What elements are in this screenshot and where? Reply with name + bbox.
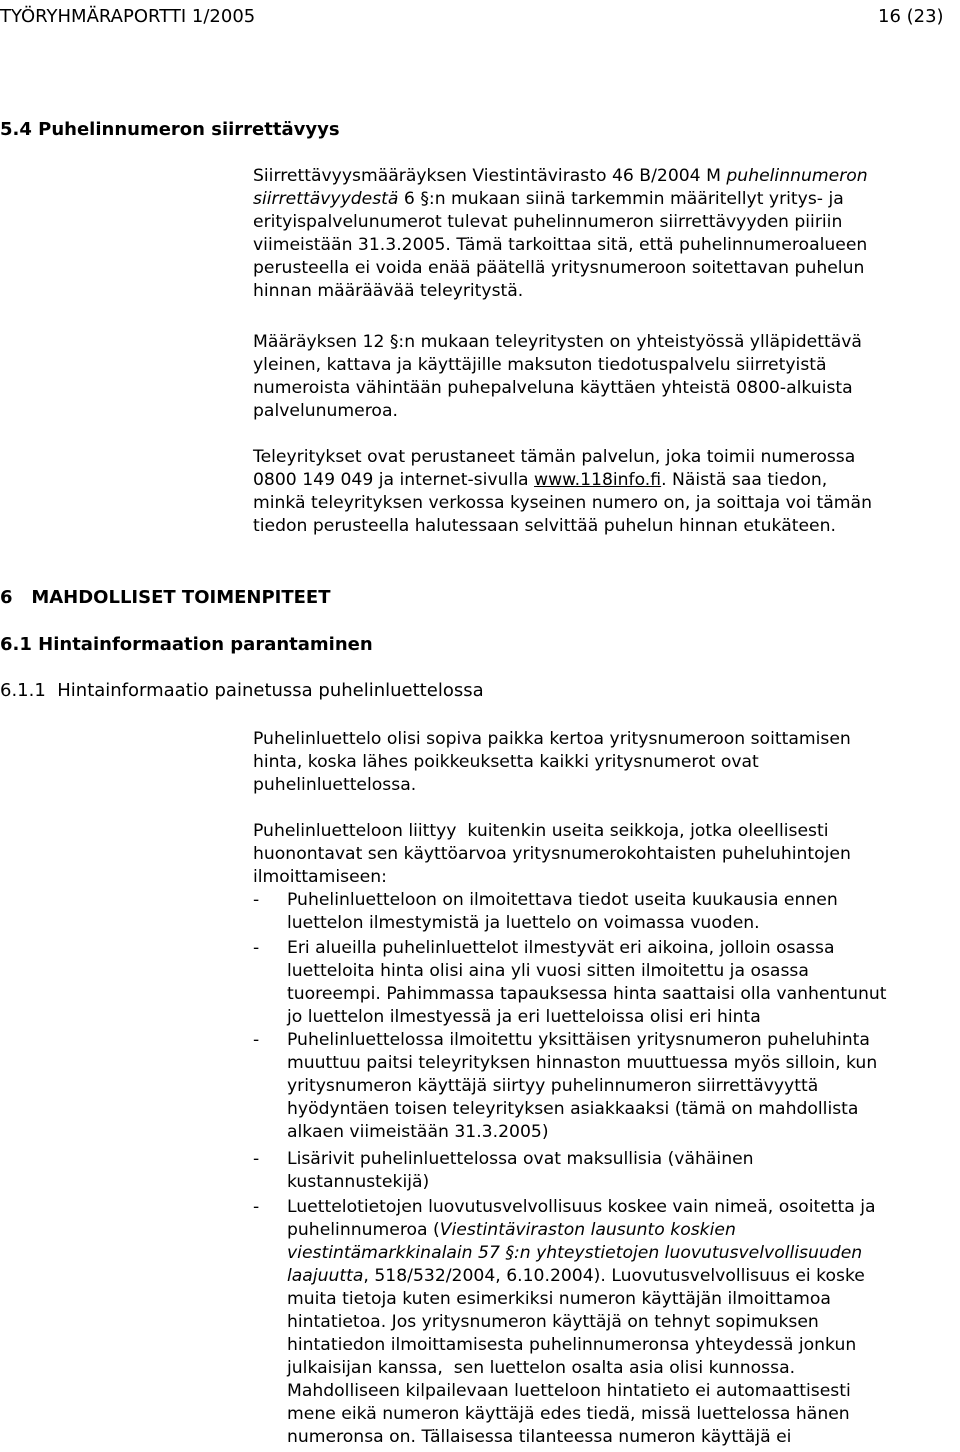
section-6-1-1-heading: 6.1.1 Hintainformaatio painetussa puhelinluettelossa <box>0 680 484 701</box>
list-dash: - <box>253 1197 260 1217</box>
text-line: hinnan määräävää teleyritystä. <box>253 281 524 301</box>
text-span: , 518/532/2004, 6.10.2004). Luovutusvelvollisuus ei koske <box>363 1266 865 1286</box>
text-line: puhelinluettelossa. <box>253 775 417 795</box>
page-number: 16 (23) <box>878 6 944 27</box>
list-item-line <box>287 1265 865 1288</box>
italic-reference: viestintämarkkinalain 57 §:n yhteystietojen luovutusvelvollisuuden <box>287 1243 863 1263</box>
text-line: palvelunumeroa. <box>253 401 398 421</box>
list-item-line: julkaisijan kanssa, sen luettelon osalta asia olisi kunnossa. <box>287 1358 796 1378</box>
italic-title: puhelinnumeron <box>726 166 868 186</box>
text-span: . Näistä saa tiedon, <box>661 470 828 490</box>
text-line: perusteella ei voida enää päätellä yritysnumeroon soitettavan puhelun <box>253 258 865 278</box>
list-item-line: numeronsa on. Tällaisessa tilanteessa numeron käyttäjä ei <box>287 1427 792 1447</box>
website-link[interactable]: www.118info.fi <box>534 470 662 490</box>
list-item-line: Luettelotietojen luovutusvelvollisuus koskee vain nimeä, osoitetta ja <box>287 1197 876 1217</box>
list-item-line: hintatietoa. Jos yritysnumeron käyttäjä on tehnyt sopimuksen <box>287 1312 819 1332</box>
text-line: erityispalvelunumerot tulevat puhelinnumeron siirrettävyyden piiriin <box>253 212 843 232</box>
text-line: Puhelinluetteloon liittyy kuitenkin useita seikkoja, jotka oleellisesti <box>253 821 829 841</box>
list-item-line: hintatiedon ilmoittamisesta puhelinnumeronsa yhteydessä jonkun <box>287 1335 857 1355</box>
text-line: hinta, koska lähes poikkeuksetta kaikki yritysnumerot ovat <box>253 752 759 772</box>
list-item-line: Eri alueilla puhelinluettelot ilmestyvät eri aikoina, jolloin osassa <box>287 938 835 958</box>
section-6-heading: 6 MAHDOLLISET TOIMENPITEET <box>0 587 331 608</box>
list-item-line: kustannustekijä) <box>287 1172 430 1192</box>
list-item-line <box>287 1242 862 1265</box>
list-item-line: tuoreempi. Pahimmassa tapauksessa hinta saattaisi olla vanhentunut <box>287 984 887 1004</box>
section-5-4-heading: 5.4 Puhelinnumeron siirrettävyys <box>0 119 340 140</box>
list-item-line: Puhelinluetteloon on ilmoitettava tiedot useita kuukausia ennen <box>287 890 838 910</box>
text-line: yleinen, kattava ja käyttäjille maksuton tiedotuspalvelu siirretyistä <box>253 355 827 375</box>
italic-reference: Viestintäviraston lausunto koskien <box>439 1220 736 1240</box>
text-line: tiedon perusteella halutessaan selvittää puhelun hinnan etukäteen. <box>253 516 836 536</box>
report-title: TYÖRYHMÄRAPORTTI 1/2005 <box>0 6 256 27</box>
text-line: minkä teleyrityksen verkossa kyseinen numero on, ja soittaja voi tämän <box>253 493 872 513</box>
list-item-line: luettelon ilmestymistä ja luettelo on voimassa vuoden. <box>287 913 760 933</box>
text-line: ilmoittamiseen: <box>253 867 387 887</box>
list-dash: - <box>253 938 260 958</box>
text-line: viimeistään 31.3.2005. Tämä tarkoittaa sitä, että puhelinnumeroalueen <box>253 235 868 255</box>
text-line <box>253 165 868 188</box>
list-item-line: muita tietoja kuten esimerkiksi numeron käyttäjän ilmoittamoa <box>287 1289 831 1309</box>
list-item-line: Puhelinluettelossa ilmoitettu yksittäisen yritysnumeron puheluhinta <box>287 1030 870 1050</box>
list-item-line: yritysnumeron käyttäjä siirtyy puhelinnumeron siirrettävyyttä <box>287 1076 819 1096</box>
list-item-line: Lisärivit puhelinluettelossa ovat maksullisia (vähäinen <box>287 1149 754 1169</box>
list-dash: - <box>253 890 260 910</box>
text-span: 0800 149 049 ja internet-sivulla <box>253 470 535 490</box>
section-6-1-heading: 6.1 Hintainformaation parantaminen <box>0 634 373 655</box>
italic-reference: laajuutta <box>287 1266 364 1286</box>
list-item-line: alkaen viimeistään 31.3.2005) <box>287 1122 549 1142</box>
list-item-line: muuttuu paitsi teleyrityksen hinnaston muuttuessa myös silloin, kun <box>287 1053 878 1073</box>
text-span: 6 §:n mukaan siinä tarkemmin määritellyt yritys- ja <box>398 189 844 209</box>
list-item-line: mene eikä numeron käyttäjä edes tiedä, missä luettelossa hänen <box>287 1404 850 1424</box>
text-line <box>253 469 827 492</box>
list-item-line: hyödyntäen toisen teleyrityksen asiakkaaksi (tämä on mahdollista <box>287 1099 859 1119</box>
list-dash: - <box>253 1030 260 1050</box>
list-item-line <box>287 1219 736 1242</box>
text-line: numeroista vähintään puhepalveluna käyttäen yhteistä 0800-alkuista <box>253 378 853 398</box>
text-span: puhelinnumeroa ( <box>287 1220 440 1240</box>
text-line: huonontavat sen käyttöarvoa yritysnumerokohtaisten puheluhintojen <box>253 844 851 864</box>
list-dash: - <box>253 1149 260 1169</box>
text-line <box>253 188 844 211</box>
italic-title: siirrettävyydestä <box>253 189 399 209</box>
text-line: Teleyritykset ovat perustaneet tämän palvelun, joka toimii numerossa <box>253 447 856 467</box>
list-item-line: luetteloita hinta olisi aina yli vuosi sitten ilmoitettu ja osassa <box>287 961 809 981</box>
list-item-line: jo luettelon ilmestyessä ja eri luetteloissa olisi eri hinta <box>287 1007 761 1027</box>
list-item-line: Mahdolliseen kilpailevaan luetteloon hintatieto ei automaattisesti <box>287 1381 851 1401</box>
text-line: Määräyksen 12 §:n mukaan teleyritysten on yhteistyössä ylläpidettävä <box>253 332 862 352</box>
text-line: Puhelinluettelo olisi sopiva paikka kertoa yritysnumeroon soittamisen <box>253 729 851 749</box>
text-span: Siirrettävyysmääräyksen Viestintävirasto 46 B/2004 M <box>253 166 727 186</box>
